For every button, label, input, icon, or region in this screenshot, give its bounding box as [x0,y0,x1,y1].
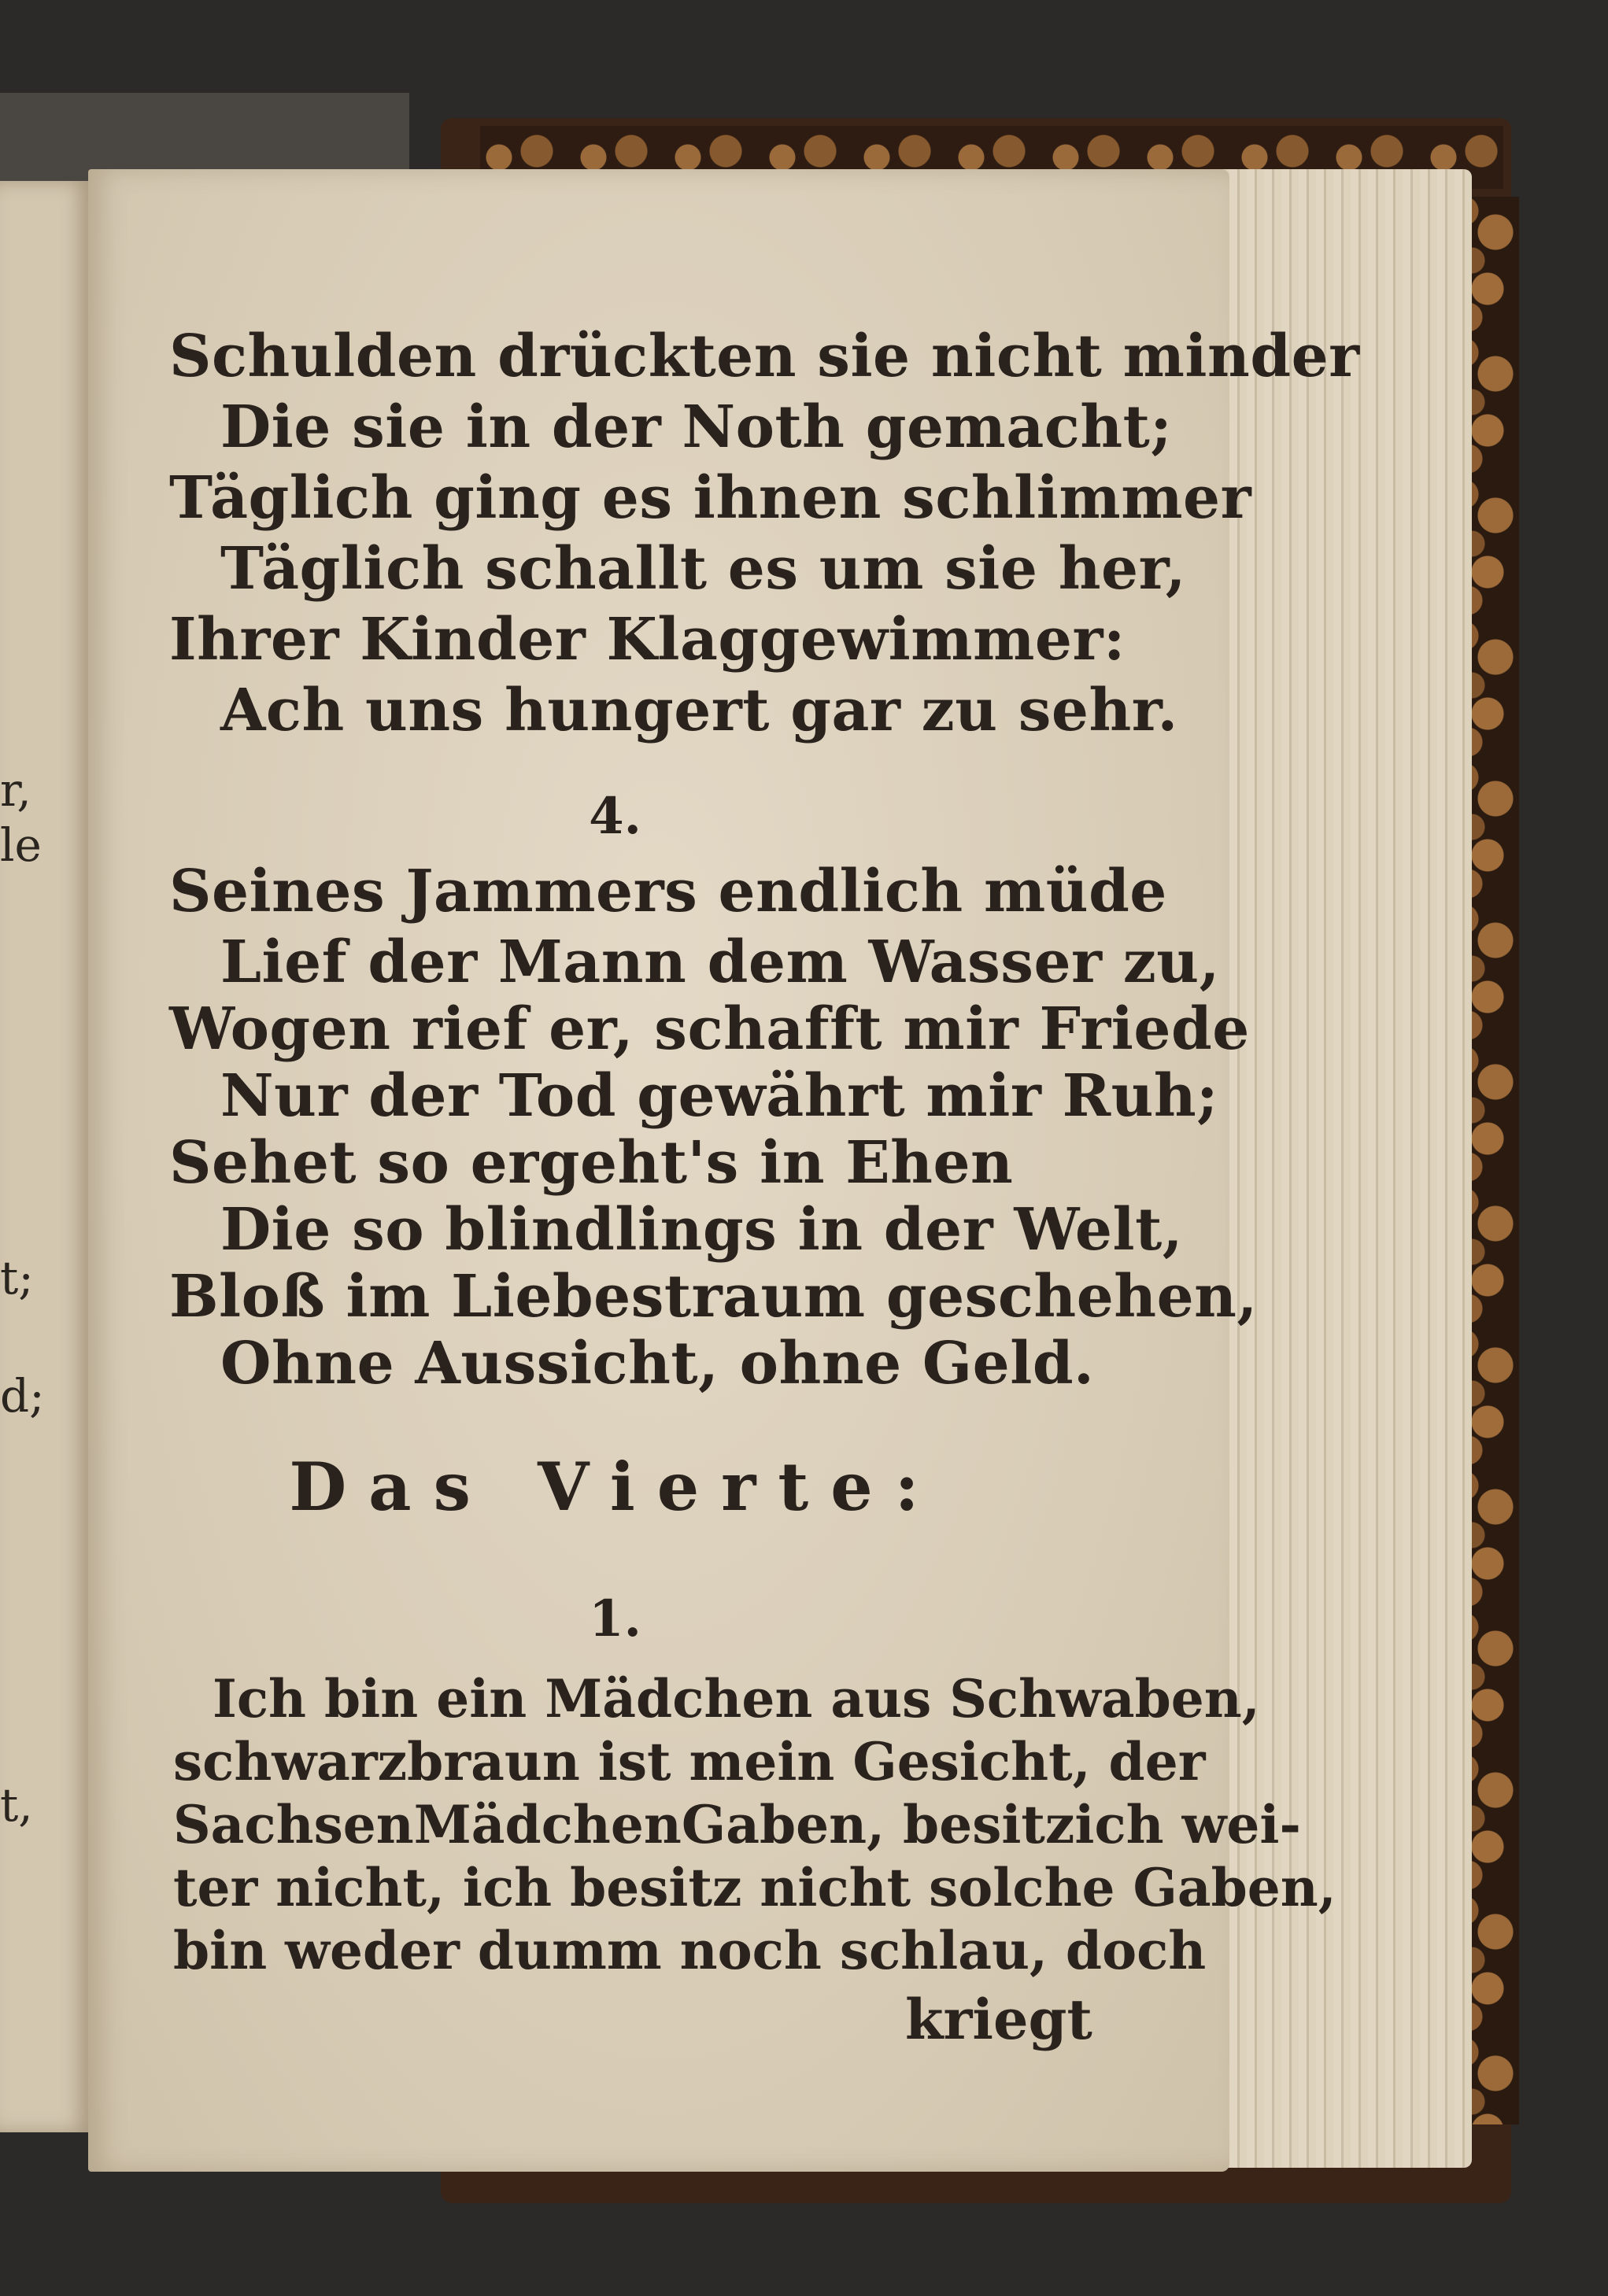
verse-line: Die sie in der Noth gemacht; [220,393,1173,461]
verse-line: Die so blindlings in der Welt, [220,1196,1184,1264]
prose-line: SachsenMädchenGaben, besitzich wei- [173,1794,1301,1855]
prose-line: bin weder dumm noch schlau, doch [173,1920,1207,1981]
prose-line: ter nicht, ich besitz nicht solche Gaben, [173,1857,1336,1918]
catchword: kriegt [905,1987,1092,2052]
left-margin-glyph: r, [0,763,31,817]
verse-line: Täglich ging es ihnen schlimmer [169,464,1252,532]
verse-line: Sehet so ergeht's in Ehen [169,1129,1014,1197]
verse-line: Lief der Mann dem Wasser zu, [220,928,1220,996]
verse-line: Nur der Tod gewährt mir Ruh; [220,1062,1218,1130]
verse-line: Seines Jammers endlich müde [169,858,1167,925]
left-margin-glyph: t; [0,1251,34,1305]
verse-line: Ach uns hungert gar zu sehr. [220,677,1178,744]
left-margin-glyph: le [0,818,42,872]
prose-line: Ich bin ein Mädchen aus Schwaben, [213,1668,1260,1729]
stanza-number: 4. [589,787,641,846]
verse-line: Täglich schallt es um sie her, [220,535,1187,603]
left-page [0,181,91,2132]
verse-line: Bloß im Liebestraum geschehen, [169,1263,1258,1331]
left-margin-glyph: t, [0,1778,33,1832]
verse-line: Wogen rief er, schafft mir Friede [169,995,1250,1063]
left-margin-glyph: d; [0,1369,45,1423]
prose-line: schwarzbraun ist mein Gesicht, der [173,1731,1206,1792]
section-heading: Das Vierte: [289,1448,941,1526]
verse-line: Schulden drückten sie nicht minder [169,323,1360,390]
stanza-number: 1. [589,1589,641,1648]
verse-line: Ohne Aussicht, ohne Geld. [220,1330,1095,1397]
verse-line: Ihrer Kinder Klaggewimmer: [169,606,1126,674]
